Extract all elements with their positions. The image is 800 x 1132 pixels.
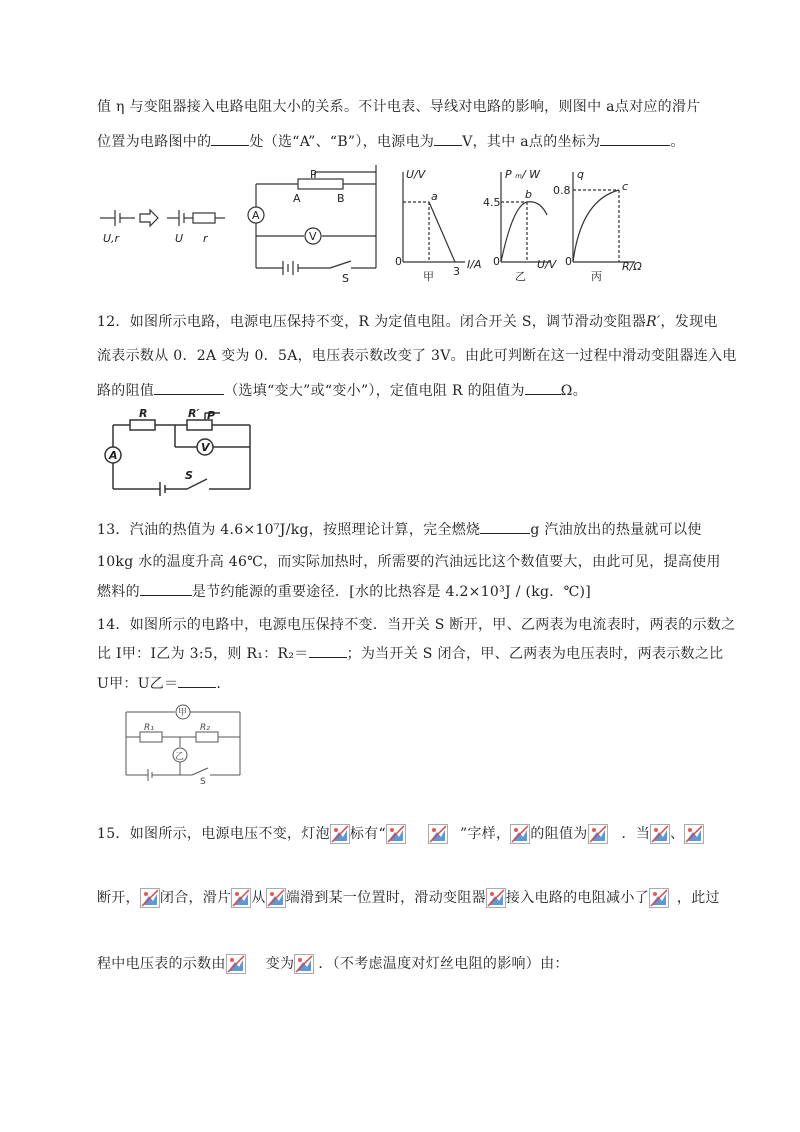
broken-image-icon [294,954,314,974]
g3-origin: 0 [565,255,572,268]
q11-line2d: 。 [670,134,685,150]
q12-line2: 流表示数从 0．2A 变为 0．5A，电压表示数改变了 3V。由此可判断在这一过程中滑动变阻器连入电 [97,348,737,364]
q14-line1: 14．如图所示的电路中，电源电压保持不变．当开关 S 断开，甲、乙两表为电流表时，两表的示数之 [97,617,736,633]
answer-blank [211,131,249,146]
broken-image-icon [684,824,704,844]
q12-ammeter: A [109,449,118,462]
g3-08: 0.8 [553,184,571,197]
broken-image-icon [386,824,406,844]
q14-meter1: 甲 [178,708,188,718]
q15-line1f: 、 [670,826,685,842]
q11-src1-label: U,r [103,232,120,245]
answer-blank [140,581,192,596]
q12-line1 [97,312,718,332]
q15-line1b: 标有“ [349,826,386,842]
q11-figure [95,160,665,285]
broken-image-icon [510,824,530,844]
q11-voltmeter: V [309,230,317,243]
q11-switch: S [342,272,349,285]
g1-name: 甲 [423,270,434,283]
g2-45: 4.5 [483,196,501,209]
q13-line1 [97,519,702,540]
g1-point: a [431,190,438,203]
g2-origin: 0 [493,255,500,268]
q15-line3a: 程中电压表的示数由 [97,956,226,972]
q11-b: B [337,192,345,205]
broken-image-icon [428,824,448,844]
answer-blank [178,673,216,688]
q11-p: P [310,168,317,181]
q13-line3 [97,581,591,602]
q15-line3b: 变为 [265,956,295,972]
q15-line2 [97,884,720,912]
broken-image-icon [266,888,286,908]
q15-line3c: ．（不考虑温度对灯丝电阻的影响）由： [318,956,569,972]
answer-blank [525,380,561,395]
g1-xlabel: I/A [467,258,482,271]
answer-blank [154,380,224,395]
g1-origin: 0 [395,255,402,268]
q11-a: A [293,192,301,205]
q13-line3b: 是节约能源的重要途径．[水的比热容是 4.2×10³J / (kg．℃)] [191,584,592,600]
g2-ylabel: P ₘ/ W [505,168,541,181]
q12-line3 [97,380,587,401]
broken-image-icon [649,888,669,908]
q15-line2d: 端滑到某一位置时，滑动变阻器 [285,890,486,906]
q13-line3a: 燃料的 [97,584,140,600]
answer-blank [309,643,347,658]
q11-line2c: V，其中 a点的坐标为 [462,134,601,150]
q12-voltmeter: V [201,441,210,454]
q11-line1: 值 η 与变阻器接入电路电阻大小的关系。不计电表、导线对电路的影响，则图中 a点对应的滑片 [97,99,701,115]
q12-rprime: R′ [646,314,661,330]
g3-point: c [622,180,629,193]
q12-rp-label: R′ [188,407,200,420]
q14-line2 [97,643,723,664]
q15-line1c: ”字样， [459,826,511,842]
q14-meter2: 乙 [175,752,185,762]
g2-point: b [525,188,532,201]
q14-line3 [97,673,221,694]
q12-line3c: Ω。 [560,383,587,399]
q15-line2c: 从 [251,890,266,906]
q15-line1d: 的阻值为 [530,826,588,842]
q13-line1b: g 汽油放出的热量就可以使 [530,522,702,538]
broken-image-icon [486,888,506,908]
q13-line2: 10kg 水的温度升高 46℃，而实际加热时，所需要的汽油远比这个数值要大，由此可见，提高使用 [97,554,721,570]
q15-line1e: ．当 [621,826,651,842]
q12-line3b: （选填“变大”或“变小”），定值电阻 R 的阻值为 [224,383,525,399]
q11-ammeter: A [252,209,260,222]
q12-r-label: R [139,407,148,420]
broken-image-icon [140,888,160,908]
g2-xlabel: U/V [537,258,557,271]
broken-image-icon [231,888,251,908]
g1-x3: 3 [453,265,460,278]
q12-p-label: P [207,409,216,422]
q15-line1 [97,820,704,848]
q12-line1a: 12．如图所示电路，电源电压保持不变，R 为定值电阻。闭合开关 S，调节滑动变阻器 [97,314,647,330]
g3-ylabel: q [577,168,584,181]
answer-blank [600,131,670,146]
q14-line2a: 比 I甲：I乙为 3:5，则 R₁：R₂＝ [97,646,309,662]
answer-blank [480,519,530,534]
q14-line3b: . [216,676,222,692]
broken-image-icon [226,954,246,974]
q15-line2e: 接入电路的电阻减小了 [505,890,649,906]
q14-line3a: U甲：U乙＝ [97,676,179,692]
q11-line2 [97,131,685,152]
q11-src2-r: r [203,232,208,245]
q12-line1c: ，发现电 [660,314,718,330]
q12-figure [95,407,265,499]
q14-r1: R₁ [144,723,154,733]
q12-line3a: 路的阻值 [97,383,155,399]
q14-switch: S [200,777,206,785]
q11-src2-label: U [175,232,184,245]
answer-blank [434,131,462,146]
broken-image-icon [588,824,608,844]
g1-ylabel: U/V [406,168,426,181]
q14-figure [120,700,250,785]
q13-line1a: 13．汽油的热值为 4.6×10⁷J/kg，按照理论计算，完全燃烧 [97,522,481,538]
q14-line2b: ；为当开关 S 闭合，甲、乙两表为电压表时，两表示数之比 [346,646,724,662]
q14-r2: R₂ [200,723,210,733]
q11-line2b: 处（选“A”、“B”），电源电为 [249,134,435,150]
q15-line2f: ，此过 [676,890,720,906]
q15-line2a: 断开， [97,890,140,906]
q15-line1a: 15．如图所示，电源电压不变，灯泡 [97,826,330,842]
broken-image-icon [330,824,350,844]
q15-line2b: 闭合，滑片 [159,890,232,906]
broken-image-icon [650,824,670,844]
g3-xlabel: R/Ω [622,260,642,273]
q15-line3 [97,950,569,978]
g3-name: 丙 [591,270,602,283]
q11-line2a: 位置为电路图中的 [97,134,212,150]
g2-name: 乙 [515,270,526,283]
q12-switch: S [185,469,193,482]
